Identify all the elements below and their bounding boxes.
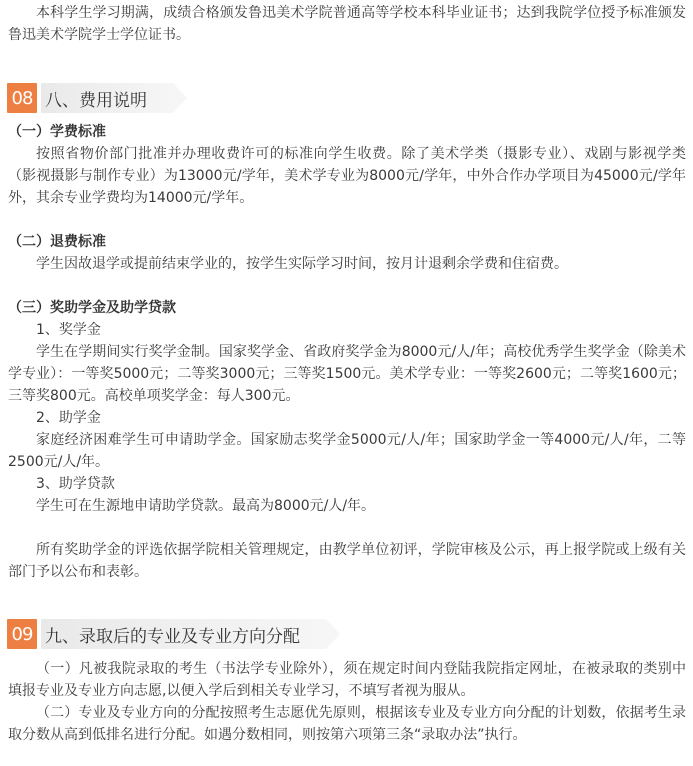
tuition-heading: （一）学费标准 [8, 124, 106, 140]
aid-heading: （三）奖助学金及助学贷款 [8, 300, 176, 316]
scholarship-label: 1、奖学金 [36, 322, 101, 338]
refund-text: 学生因故退学或提前结束学业的，按学生实际学习时间，按月计退剩余学费和住宿费。 [36, 256, 568, 272]
loan-label: 3、助学贷款 [36, 476, 115, 492]
section-9-title-text: 九、录取后的专业及专业方向分配 [45, 626, 300, 647]
section-9-header [7, 617, 326, 651]
grant-text: 家庭经济困难学生可申请助学金。国家励志奖学金5000元/人/年；国家助学金一等4000元/人/年，二等2500元/人/年。 [8, 432, 686, 470]
section-8-title [41, 83, 173, 113]
section-9-title [41, 619, 326, 649]
section-8-number-badge: 08 [7, 83, 37, 113]
tuition-text: 按照省物价部门批准并办理收费许可的标准向学生收费。除了美术学类（摄影专业）、戏剧与影视学类（影视摄影与制作专业）为13000元/学年，美术学专业为8000元/学年，中外合作办学项目为45000元/学年外，其余专业学费均为14000元/学年。 [8, 146, 686, 206]
grant-label: 2、助学金 [36, 410, 101, 426]
allocation-item-1: （一）凡被我院录取的考生（书法学专业除外），须在规定时间内登陆我院指定网址，在被录取的类别中填报专业及专业方向志愿,以便入学后到相关专业学习，不填写者视为服从。 [8, 661, 686, 699]
loan-text: 学生可在生源地申请助学贷款。最高为8000元/人/年。 [36, 498, 376, 514]
allocation-item-2: （二）专业及专业方向的分配按照考生志愿优先原则，根据该专业及专业方向分配的计划数，依据考生录取分数从高到低排名进行分配。如遇分数相同，则按第六项第三条“录取办法”执行。 [8, 705, 686, 743]
section-9-number-badge: 09 [7, 619, 37, 649]
section-8-header [7, 81, 173, 115]
section-8-title-text: 八、费用说明 [45, 90, 147, 111]
aid-closing-text: 所有奖助学金的评选依据学院相关管理规定，由教学单位初评，学院审核及公示，再上报学院或上级有关部门予以公布和表彰。 [8, 542, 686, 580]
degree-paragraph: 本科学生学习期满，成绩合格颁发鲁迅美术学院普通高等学校本科毕业证书；达到我院学位授予标准颁发鲁迅美术学院学士学位证书。 [8, 5, 686, 43]
refund-heading: （二）退费标准 [8, 234, 106, 250]
scholarship-text: 学生在学期间实行奖学金制。国家奖学金、省政府奖学金为8000元/人/年；高校优秀学生奖学金（除美术学专业）：一等奖5000元；二等奖3000元；三等奖1500元。美术学专业：一等奖2600元；二等奖1600元；三等奖800元。高校单项奖学金：每人300元。 [8, 344, 686, 404]
